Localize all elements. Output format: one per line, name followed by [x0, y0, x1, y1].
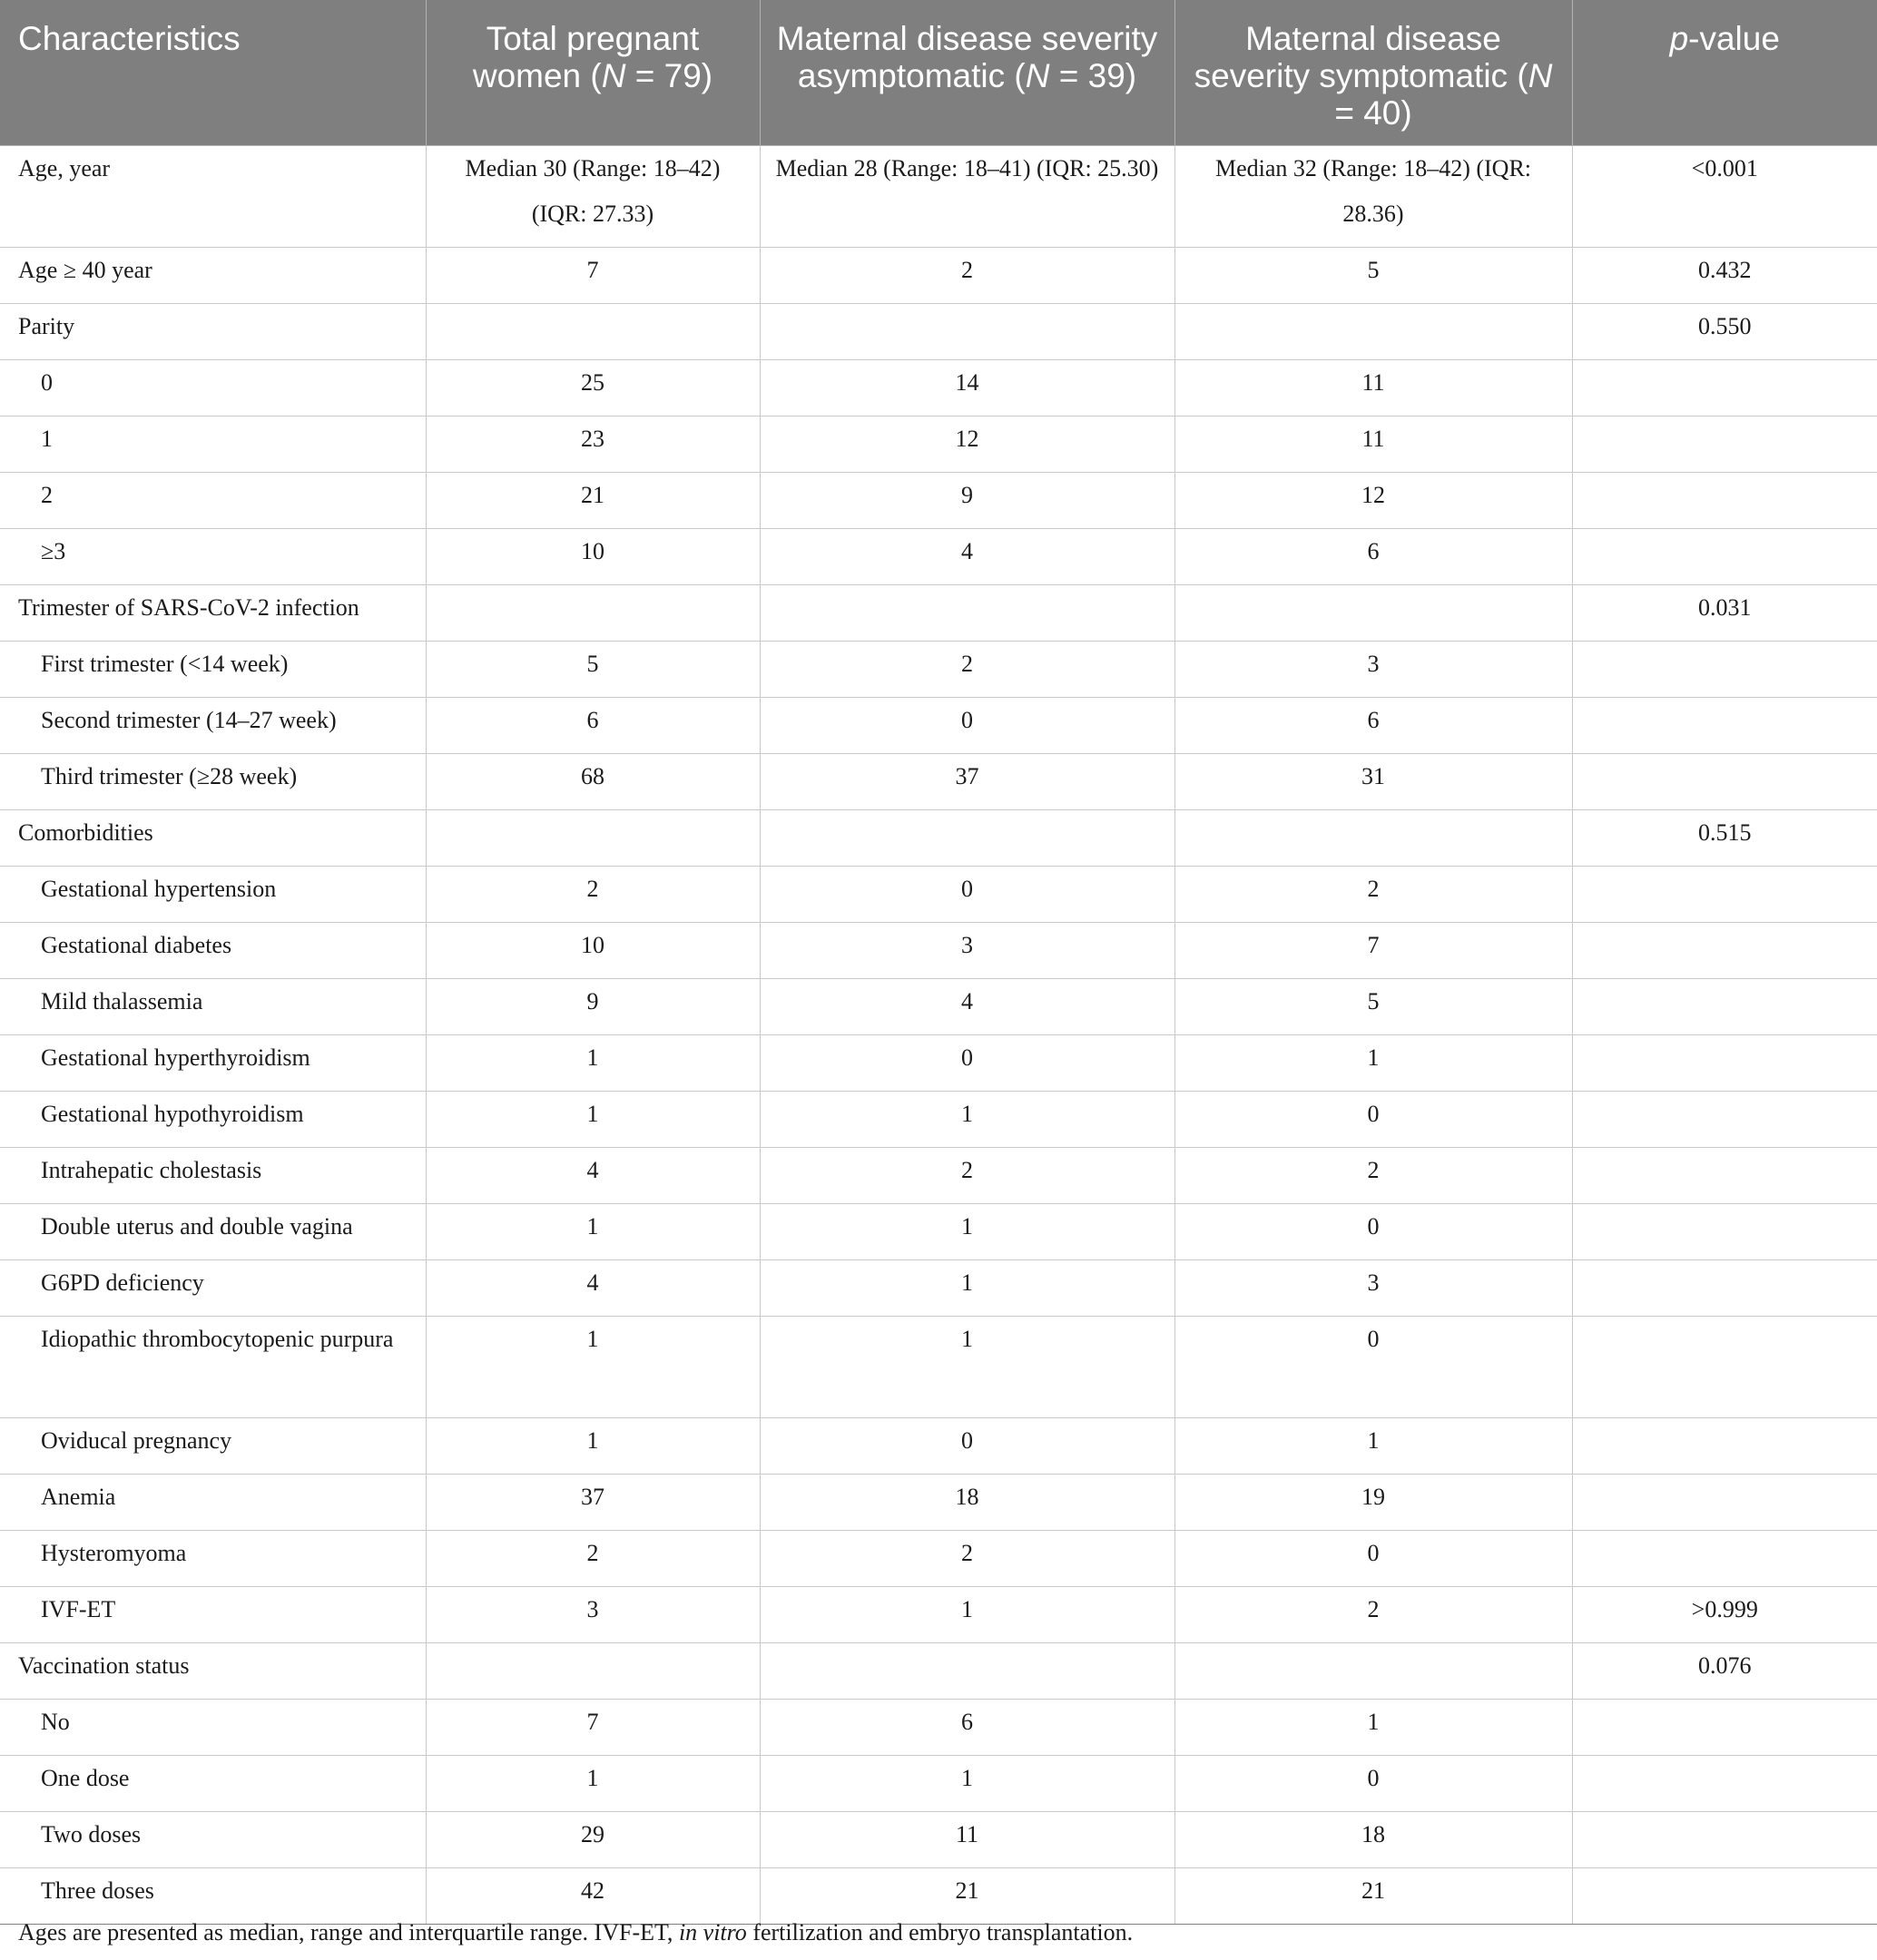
cell-p-value: [1572, 1755, 1877, 1811]
cell-symptomatic: 18: [1174, 1811, 1572, 1867]
table-row: [0, 472, 1877, 528]
cell-p-value: [1572, 1259, 1877, 1316]
cell-p-value: 0.515: [1572, 809, 1877, 866]
table-row: [0, 359, 1877, 416]
cell-symptomatic: 2: [1174, 1586, 1572, 1642]
table-row: [0, 1147, 1877, 1203]
row-label: Age, year: [0, 145, 426, 247]
header-row: [0, 0, 1877, 145]
table-row: [0, 641, 1877, 697]
cell-symptomatic: 19: [1174, 1474, 1572, 1530]
cell-symptomatic: 3: [1174, 641, 1572, 697]
cell-asymptomatic: [760, 303, 1174, 359]
cell-symptomatic: [1174, 584, 1572, 641]
table-row: [0, 922, 1877, 978]
cell-p-value: [1572, 416, 1877, 472]
table-row: [0, 303, 1877, 359]
cell-asymptomatic: [760, 584, 1174, 641]
cell-asymptomatic: [760, 809, 1174, 866]
cell-asymptomatic: 12: [760, 416, 1174, 472]
row-label: Age ≥ 40 year: [0, 247, 426, 303]
cell-p-value: [1572, 697, 1877, 753]
cell-p-value: [1572, 472, 1877, 528]
table-row: [0, 1474, 1877, 1530]
table-row: [0, 697, 1877, 753]
table-header: [0, 0, 1877, 145]
cell-total: 4: [426, 1259, 760, 1316]
row-label: Parity: [0, 303, 426, 359]
cell-symptomatic: 11: [1174, 416, 1572, 472]
cell-total: 25: [426, 359, 760, 416]
cell-total: [426, 584, 760, 641]
cell-p-value: 0.550: [1572, 303, 1877, 359]
row-label: IVF-ET: [0, 1586, 426, 1642]
cell-asymptomatic: 4: [760, 528, 1174, 584]
cell-p-value: [1572, 1417, 1877, 1474]
cell-asymptomatic: 1: [760, 1316, 1174, 1417]
row-label: Anemia: [0, 1474, 426, 1530]
cell-total: 9: [426, 978, 760, 1034]
cell-symptomatic: 7: [1174, 922, 1572, 978]
row-label: 1: [0, 416, 426, 472]
cell-asymptomatic: [760, 1642, 1174, 1699]
cell-asymptomatic: 1: [760, 1259, 1174, 1316]
cell-asymptomatic: Median 28 (Range: 18–41) (IQR: 25.30): [760, 145, 1174, 247]
cell-asymptomatic: 1: [760, 1586, 1174, 1642]
table-row: [0, 1586, 1877, 1642]
row-label: Trimester of SARS-CoV-2 infection: [0, 584, 426, 641]
cell-asymptomatic: 2: [760, 1147, 1174, 1203]
row-label: Vaccination status: [0, 1642, 426, 1699]
cell-symptomatic: 0: [1174, 1755, 1572, 1811]
cell-asymptomatic: 4: [760, 978, 1174, 1034]
cell-p-value: [1572, 1811, 1877, 1867]
row-label: Idiopathic thrombocytopenic purpura: [0, 1316, 426, 1417]
row-label: ≥3: [0, 528, 426, 584]
cell-total: 23: [426, 416, 760, 472]
cell-p-value: [1572, 528, 1877, 584]
row-label: Third trimester (≥28 week): [0, 753, 426, 809]
cell-asymptomatic: 3: [760, 922, 1174, 978]
row-label: 2: [0, 472, 426, 528]
cell-p-value: [1572, 641, 1877, 697]
row-label: Mild thalassemia: [0, 978, 426, 1034]
cell-asymptomatic: 2: [760, 247, 1174, 303]
cell-total: 4: [426, 1147, 760, 1203]
cell-p-value: <0.001: [1572, 145, 1877, 247]
cell-p-value: [1572, 753, 1877, 809]
table-row: [0, 1642, 1877, 1699]
table-row: [0, 1811, 1877, 1867]
cell-p-value: 0.031: [1572, 584, 1877, 641]
row-label: Three doses: [0, 1867, 426, 1924]
cell-total: 7: [426, 247, 760, 303]
cell-symptomatic: 6: [1174, 528, 1572, 584]
header-symptomatic: Maternal disease severity symptomatic (N = 40): [1174, 0, 1572, 145]
table-row: [0, 528, 1877, 584]
cell-asymptomatic: 0: [760, 697, 1174, 753]
cell-symptomatic: 31: [1174, 753, 1572, 809]
table-row: [0, 416, 1877, 472]
cell-total: 10: [426, 528, 760, 584]
cell-p-value: [1572, 1147, 1877, 1203]
table-row: [0, 1316, 1877, 1417]
cell-total: 21: [426, 472, 760, 528]
cell-symptomatic: [1174, 809, 1572, 866]
cell-symptomatic: 0: [1174, 1091, 1572, 1147]
cell-total: 29: [426, 1811, 760, 1867]
cell-asymptomatic: 1: [760, 1755, 1174, 1811]
cell-p-value: [1572, 1316, 1877, 1417]
cell-total: 10: [426, 922, 760, 978]
cell-total: [426, 303, 760, 359]
table-row: [0, 1867, 1877, 1924]
cell-asymptomatic: 2: [760, 641, 1174, 697]
row-label: No: [0, 1699, 426, 1755]
row-label: Gestational diabetes: [0, 922, 426, 978]
table-row: [0, 145, 1877, 247]
table-row: [0, 1034, 1877, 1091]
row-label: One dose: [0, 1755, 426, 1811]
cell-p-value: [1572, 866, 1877, 922]
cell-total: 1: [426, 1203, 760, 1259]
row-label: Double uterus and double vagina: [0, 1203, 426, 1259]
cell-total: 37: [426, 1474, 760, 1530]
cell-p-value: [1572, 1034, 1877, 1091]
table-row: [0, 1091, 1877, 1147]
cell-symptomatic: 2: [1174, 866, 1572, 922]
table-row: [0, 1699, 1877, 1755]
cell-total: Median 30 (Range: 18–42) (IQR: 27.33): [426, 145, 760, 247]
header-asymptomatic: Maternal disease severity asymptomatic (N = 39): [760, 0, 1174, 145]
row-label: Oviducal pregnancy: [0, 1417, 426, 1474]
cell-asymptomatic: 0: [760, 1034, 1174, 1091]
cell-total: 1: [426, 1755, 760, 1811]
table-footnote: Ages are presented as median, range and interquartile range. IVF-ET, in vitro fertilization and embryo transplantation.: [18, 1919, 1134, 1945]
cell-asymptomatic: 1: [760, 1203, 1174, 1259]
cell-total: 7: [426, 1699, 760, 1755]
cell-total: 1: [426, 1316, 760, 1417]
cell-symptomatic: 6: [1174, 697, 1572, 753]
table-row: [0, 866, 1877, 922]
row-label: Gestational hypothyroidism: [0, 1091, 426, 1147]
row-label: Gestational hypertension: [0, 866, 426, 922]
cell-symptomatic: 5: [1174, 247, 1572, 303]
cell-total: 2: [426, 1530, 760, 1586]
cell-symptomatic: 0: [1174, 1316, 1572, 1417]
row-label: Intrahepatic cholestasis: [0, 1147, 426, 1203]
cell-asymptomatic: 0: [760, 1417, 1174, 1474]
cell-p-value: [1572, 1867, 1877, 1924]
cell-symptomatic: 0: [1174, 1203, 1572, 1259]
table-row: [0, 584, 1877, 641]
cell-symptomatic: 1: [1174, 1417, 1572, 1474]
row-label: Comorbidities: [0, 809, 426, 866]
cell-asymptomatic: 14: [760, 359, 1174, 416]
row-label: Gestational hyperthyroidism: [0, 1034, 426, 1091]
cell-symptomatic: Median 32 (Range: 18–42) (IQR: 28.36): [1174, 145, 1572, 247]
cell-p-value: >0.999: [1572, 1586, 1877, 1642]
cell-total: 6: [426, 697, 760, 753]
table-row: [0, 1203, 1877, 1259]
cell-total: 2: [426, 866, 760, 922]
cell-symptomatic: 12: [1174, 472, 1572, 528]
table-body: [0, 145, 1877, 1924]
row-label: 0: [0, 359, 426, 416]
cell-p-value: 0.432: [1572, 247, 1877, 303]
header-total: Total pregnant women (N = 79): [426, 0, 760, 145]
cell-total: 68: [426, 753, 760, 809]
cell-total: 1: [426, 1417, 760, 1474]
cell-total: 5: [426, 641, 760, 697]
cell-asymptomatic: 11: [760, 1811, 1174, 1867]
row-label: Two doses: [0, 1811, 426, 1867]
row-label: Hysteromyoma: [0, 1530, 426, 1586]
cell-p-value: [1572, 978, 1877, 1034]
cell-symptomatic: 21: [1174, 1867, 1572, 1924]
cell-p-value: 0.076: [1572, 1642, 1877, 1699]
header-p-value: p-value: [1572, 0, 1877, 145]
cell-symptomatic: 1: [1174, 1034, 1572, 1091]
cell-p-value: [1572, 1474, 1877, 1530]
cell-symptomatic: [1174, 1642, 1572, 1699]
row-label: G6PD deficiency: [0, 1259, 426, 1316]
cell-asymptomatic: 21: [760, 1867, 1174, 1924]
table-row: [0, 1755, 1877, 1811]
table-row: [0, 978, 1877, 1034]
row-label: Second trimester (14–27 week): [0, 697, 426, 753]
cell-total: [426, 1642, 760, 1699]
table-row: [0, 753, 1877, 809]
cell-symptomatic: [1174, 303, 1572, 359]
header-characteristics: Characteristics: [0, 0, 426, 145]
cell-asymptomatic: 0: [760, 866, 1174, 922]
cell-symptomatic: 5: [1174, 978, 1572, 1034]
cell-symptomatic: 11: [1174, 359, 1572, 416]
cell-total: [426, 809, 760, 866]
table-row: [0, 1259, 1877, 1316]
cell-symptomatic: 0: [1174, 1530, 1572, 1586]
table-row: [0, 247, 1877, 303]
table-row: [0, 1417, 1877, 1474]
cell-asymptomatic: 1: [760, 1091, 1174, 1147]
cell-p-value: [1572, 1530, 1877, 1586]
table-row: [0, 1530, 1877, 1586]
cell-total: 1: [426, 1091, 760, 1147]
cell-asymptomatic: 18: [760, 1474, 1174, 1530]
table-row: [0, 809, 1877, 866]
cell-total: 42: [426, 1867, 760, 1924]
cell-p-value: [1572, 1091, 1877, 1147]
row-label: First trimester (<14 week): [0, 641, 426, 697]
cell-p-value: [1572, 359, 1877, 416]
cell-total: 1: [426, 1034, 760, 1091]
cell-asymptomatic: 2: [760, 1530, 1174, 1586]
cell-symptomatic: 3: [1174, 1259, 1572, 1316]
cell-p-value: [1572, 922, 1877, 978]
cell-total: 3: [426, 1586, 760, 1642]
cell-symptomatic: 1: [1174, 1699, 1572, 1755]
cell-asymptomatic: 6: [760, 1699, 1174, 1755]
cell-asymptomatic: 9: [760, 472, 1174, 528]
cell-symptomatic: 2: [1174, 1147, 1572, 1203]
cell-asymptomatic: 37: [760, 753, 1174, 809]
cell-p-value: [1572, 1203, 1877, 1259]
cell-p-value: [1572, 1699, 1877, 1755]
